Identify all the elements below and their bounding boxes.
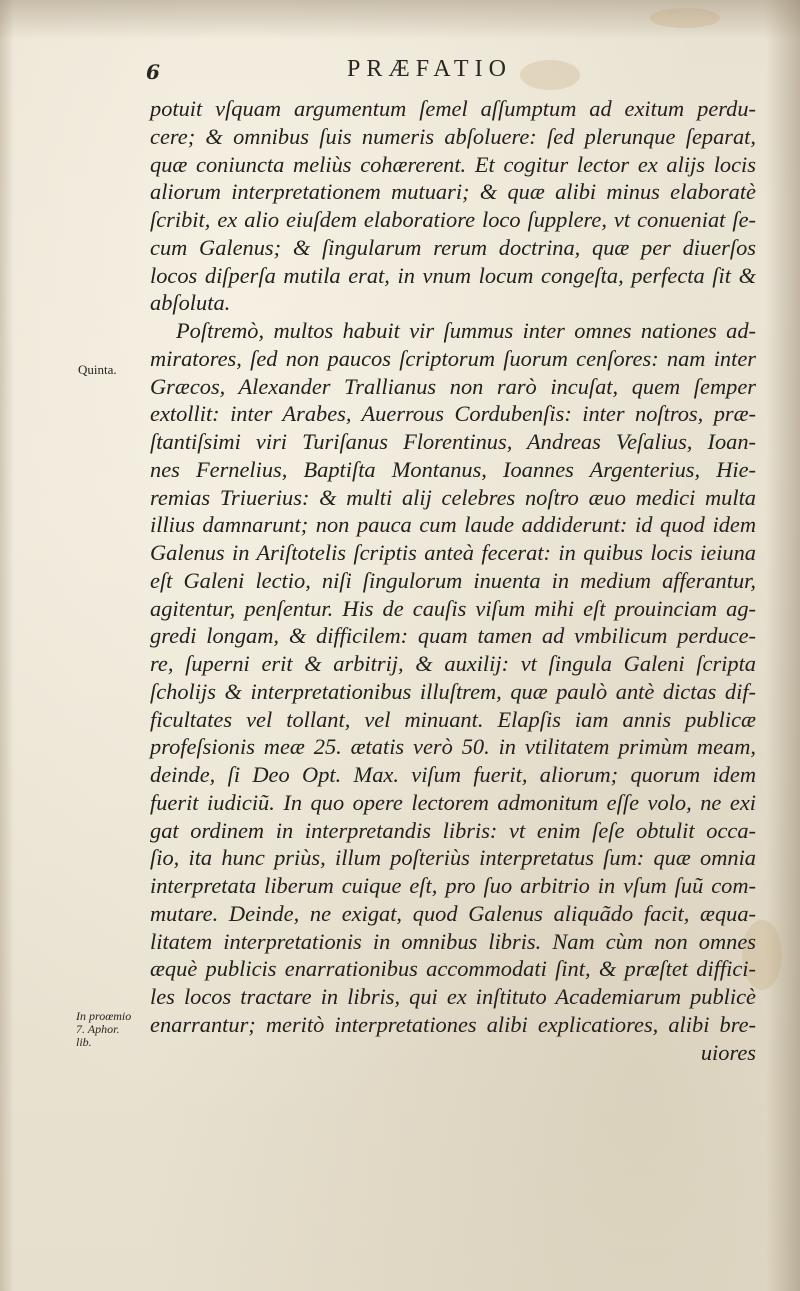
text-line: miratores, ſed non paucos ſcriptorum ſuorum cenſores: nam inter	[150, 345, 756, 371]
paragraph-start-line: Poſtremò, multos habuit vir ſummus inter omnes nationes ad-	[176, 318, 756, 343]
text-line: profeſsionis meæ 25. ætatis verò 50. in vtilitatem primùm meam,	[150, 734, 756, 760]
text-line: Galenus in Ariſtotelis ſcriptis anteà fecerat: in quibus locis ieiuna	[150, 540, 756, 565]
text-line: potuit vſquam argumentum ſemel aſſumptum ad exitum perdu-	[150, 96, 756, 121]
margin-note-inproemio	[76, 1010, 131, 1050]
margin-note-line: In proœmio	[76, 1009, 132, 1023]
text-line: remias Triuerius: & multi alij celebres noſtro æuo medici multa	[150, 484, 756, 510]
text-line: gat ordinem in interpretandis libris: vt enim ſeſe obtulit occa-	[150, 817, 756, 843]
text-line: enarrantur; meritò interpretationes alibi explicatiores, alibi bre-	[150, 1011, 756, 1037]
text-line: eſt Galeni lectio, niſi ſingulorum inuenta in medium afferantur,	[150, 567, 756, 593]
page-number: 6	[146, 60, 160, 84]
text-line: gredi longam, & difficilem: quam tamen ad vmbilicum perduce-	[150, 623, 756, 649]
text-line: illius damnarunt; non pauca cum laude addiderunt: id quod idem	[150, 512, 756, 538]
text-line: æquè publicis enarrationibus accommodati ſint, & præſtet diffici-	[150, 956, 756, 982]
body-text	[150, 95, 756, 1066]
margin-note-line: 7. Aphor.	[76, 1022, 120, 1037]
text-line: deinde, ſi Deo Opt. Max. viſum fuerit, aliorum; quorum idem	[150, 762, 756, 787]
page-left-shadow	[0, 0, 14, 1291]
text-line: quæ coniuncta meliùs cohærerent. Et cogitur lector ex alijs locis	[150, 151, 756, 177]
text-line: ſcribit, ex alio eiuſdem elaboratiore loco ſupplere, vt conueniat ſe-	[150, 207, 756, 232]
text-line: les locos tractare in libris, qui ex inſtituto Academiarum publicè	[150, 984, 756, 1009]
text-line: Græcos, Alexander Trallianus non rarò incuſat, quem ſemper	[150, 373, 756, 399]
text-line: fuerit iudiciũ. In quo opere lectorem admonitum eſſe volo, ne exi	[150, 789, 756, 815]
text-line: aliorum interpretationem mutuari; & quæ alibi minus elaboratè	[150, 179, 756, 205]
text-line: re, ſuperni erit & arbitrij, & auxilij: vt ſingula Galeni ſcripta	[150, 651, 756, 676]
running-head: PRÆFATIO	[347, 56, 512, 82]
text-line: agitentur, penſentur. His de cauſis viſum mihi eſt prouinciam ag-	[150, 595, 756, 621]
paper-stain	[520, 60, 580, 90]
text-line: locos diſperſa mutila erat, in vnum locum congeſta, perfecta ſit &	[150, 262, 756, 288]
page-right-shadow	[766, 0, 800, 1291]
text-line: interpretata liberum cuique eſt, pro ſuo arbitrio in vſum ſuũ com-	[150, 873, 756, 898]
text-line: abſoluta.	[150, 290, 231, 316]
text-line: ficultates vel tollant, vel minuant. Elapſis iam annis publicæ	[150, 706, 756, 732]
text-line: nes Fernelius, Baptiſta Montanus, Ioannes Argenterius, Hie-	[150, 456, 756, 482]
margin-note-quinta: Quinta.	[78, 362, 117, 377]
text-line: mutare. Deinde, ne exigat, quod Galenus aliquãdo facit, æqua-	[150, 900, 756, 926]
text-line: extollit: inter Arabes, Auerrous Cordubenſis: inter noſtros, præ-	[150, 401, 756, 427]
text-line: cum Galenus; & ſingularum rerum doctrina, quæ per diuerſos	[150, 234, 756, 260]
text-line: ſcholijs & interpretationibus illuſtrem, quæ paulò antè dictas dif-	[150, 678, 756, 704]
text-line: cere; & omnibus ſuis numeris abſoluere: ſed plerunque ſeparat,	[150, 123, 756, 149]
text-line: litatem interpretationis in omnibus libris. Nam cùm non omnes	[150, 928, 756, 954]
catchword: uiores	[700, 1039, 756, 1065]
text-line: ſio, ita hunc priùs, illum poſteriùs interpretatus ſum: quæ omnia	[150, 845, 756, 871]
paper-stain	[650, 8, 720, 28]
text-line: ſtantiſsimi viri Turiſanus Florentinus, Andreas Veſalius, Ioan-	[150, 429, 756, 454]
margin-note-line: lib.	[76, 1035, 92, 1050]
